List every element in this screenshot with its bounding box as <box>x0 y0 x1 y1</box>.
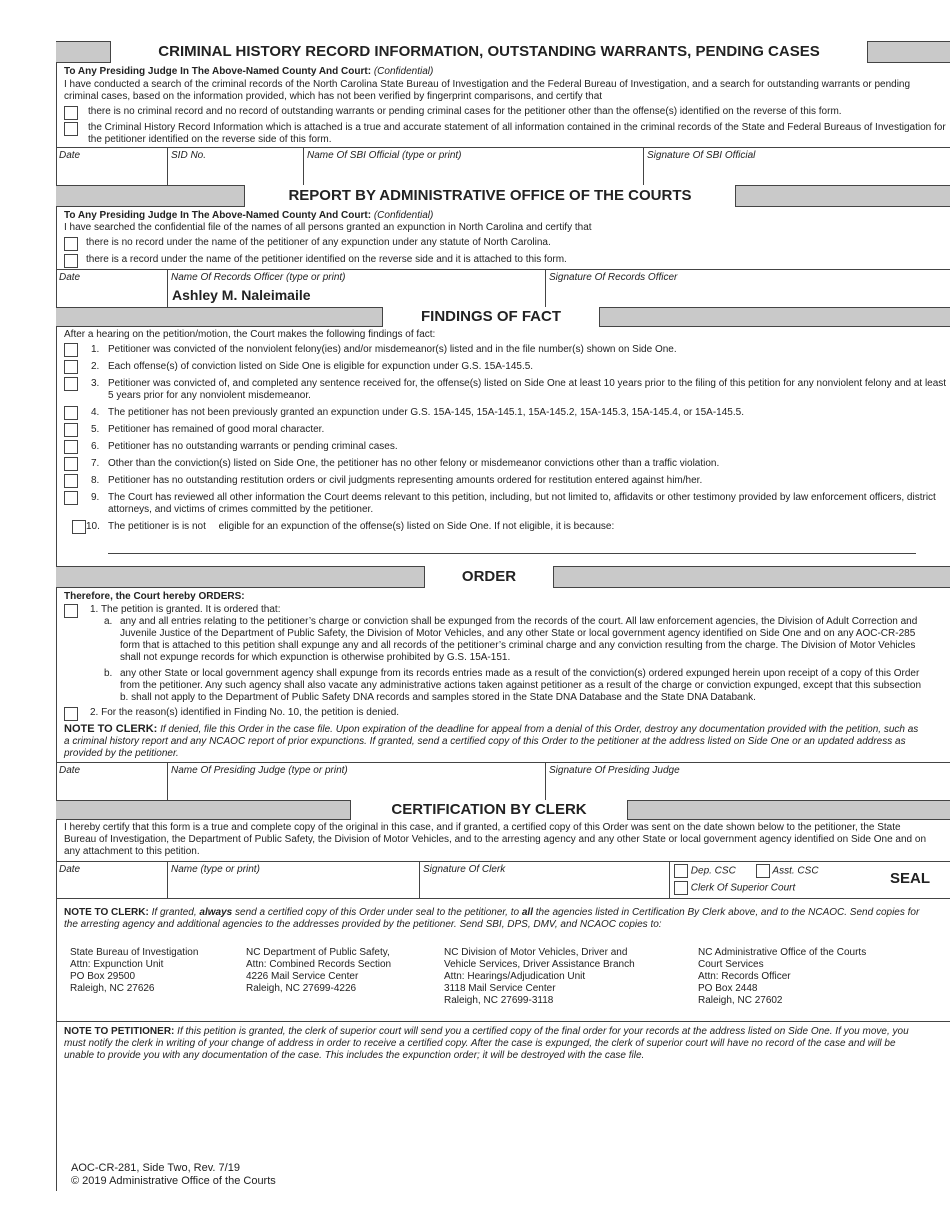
certification-header <box>56 800 950 820</box>
certification-text: I hereby certify that this form is a true and complete copy of the original in this case, and if granted, a certified copy of this Order was sent on the date shown below to the petitioner, the State Bureau of Investigation, the Department of Public Safety, the Division of Motor Vehicles, and to the arresting agency and any other State or local government agency identified on Side One and on any attachment to this petition. <box>64 822 927 857</box>
order-item-1b-label: b. <box>104 668 113 679</box>
order-header <box>56 566 950 588</box>
ch-option-2 <box>56 122 950 146</box>
footer <box>71 1162 276 1188</box>
ch-sid-field[interactable]: SID No. <box>168 148 304 185</box>
ch-option-2-checkbox[interactable] <box>64 122 78 136</box>
order-item-2-text: 2. For the reason(s) identified in Finding No. 10, the petition is denied. <box>90 707 400 718</box>
findings-intro: After a hearing on the petition/motion, the Court makes the following findings of fact: <box>64 329 436 340</box>
finding-4 <box>56 407 950 419</box>
ch-option-1 <box>56 106 950 118</box>
aoc-confidential: (Confidential) <box>373 210 434 221</box>
address-line: Attn: Records Officer <box>698 971 791 982</box>
ch-to-judge: To Any Presiding Judge In The Above-Named County And Court: <box>64 66 372 77</box>
order-signature-row <box>56 762 950 800</box>
address-line: Attn: Hearings/Adjudication Unit <box>444 971 586 982</box>
address-line: NC Administrative Office of the Courts <box>698 947 867 958</box>
aoc-report-section <box>56 207 950 234</box>
finding-10 <box>56 521 950 533</box>
note-clerk-2 <box>56 899 950 931</box>
address-line: State Bureau of Investigation <box>70 947 199 958</box>
finding-text: Petitioner has remained of good moral character. <box>108 424 325 435</box>
finding-10-num: 10. <box>86 521 100 532</box>
judge-name-field[interactable]: Name Of Presiding Judge (type or print) <box>168 763 546 800</box>
finding-5 <box>56 424 950 436</box>
finding-10-isnot: is not <box>181 521 206 532</box>
order-item-1a-text: any and all entries relating to the petitioner’s charge or conviction shall be expunged from the records of the court. All law enforcement agencies, the Division of Adult Correction and Juvenile Justice of the Department of Public Safety, the Division of Motor Vehicles, and any other State or local government agency identified on Side One and on any AOC-CR-285 form that is attached to this petition shall expunge any and all records of the petitioner’s criminal charge and any conviction resulting from the charge. The Division of Motor Vehicles shall not expunge records for which expunction is otherwise prohibited by G.S. 15A-151. <box>120 616 918 663</box>
address-3 <box>444 947 698 1007</box>
finding-10-reason-line[interactable] <box>108 553 916 554</box>
opt-asst-csc-checkbox[interactable] <box>756 864 770 878</box>
order-note-clerk <box>56 719 950 760</box>
finding-num: 3. <box>91 378 100 389</box>
clerk-name-field[interactable]: Name (type or print) <box>168 862 420 898</box>
order-note-text: If denied, file this Order in the case file. Upon expiration of the deadline for appeal from a denial of this Order, destroy any documentation provided with the petition, such as a criminal history report and any NCAOC report of prior expunctions. If granted, send a certified copy of this Order to the petitioner at the address listed on Side One or an updated address as provided by the petitioner. <box>64 724 919 759</box>
order-item-1b-text: any other State or local government agency shall expunge from its records entries made as a result of the conviction(s) ordered expunged herein upon receipt of a copy of this Order from the petitioner. Any such agency shall also vacate any administrative actions taken against petitioner as a result of the charge or conviction expunged, except that this subsection b. shall not apply to the Department of Public Safety DNA records and samples stored in the State DNA Database and the State DNA Databank. <box>120 668 922 703</box>
note-clerk-2-label: NOTE TO CLERK: <box>64 907 149 918</box>
order-date-field[interactable]: Date <box>56 763 168 800</box>
ch-option-1-checkbox[interactable] <box>64 106 78 120</box>
aoc-officer-name-field[interactable] <box>168 270 546 307</box>
aoc-officer-signature-field[interactable]: Signature Of Records Officer <box>549 272 678 283</box>
aoc-option-2 <box>56 254 950 266</box>
note-clerk-2-all: all <box>521 907 533 918</box>
address-block <box>56 947 950 1007</box>
aoc-officer-name-value: Ashley M. Naleimaile <box>172 287 311 303</box>
ch-option-1-text: there is no criminal record and no record of outstanding warrants or pending criminal cases for the petitioner other than the offense(s) identified on the reverse of this form. <box>88 106 842 117</box>
note-petitioner <box>56 1022 950 1062</box>
judge-signature-field[interactable]: Signature Of Presiding Judge <box>549 765 680 776</box>
finding-1 <box>56 344 950 356</box>
aoc-option-1-checkbox[interactable] <box>64 237 78 251</box>
note-clerk-2-always: always <box>199 907 233 918</box>
order-item-2-checkbox[interactable] <box>64 707 78 721</box>
finding-num: 1. <box>91 344 100 355</box>
clerk-title-options <box>670 862 950 898</box>
note-clerk-2-t3: the agencies listed in Certification By Clerk above, and to the NCAOC. Send copies for the arresting agency and additional agencies to the addresses provided by the petitioner. Send SBI, DPS, DMV, and NCAOC copies to: <box>64 907 920 930</box>
ch-date-field[interactable]: Date <box>56 148 168 185</box>
finding-checkbox[interactable] <box>64 457 78 471</box>
form <box>56 41 950 1062</box>
cert-date-field[interactable]: Date <box>56 862 168 898</box>
finding-checkbox[interactable] <box>64 377 78 391</box>
finding-text: Petitioner was convicted of the nonviolent felony(ies) and/or misdemeanor(s) listed and in the file number(s) shown on Side One. <box>108 344 677 355</box>
order-item-2 <box>56 707 950 719</box>
ch-signature-row <box>56 147 950 185</box>
finding-checkbox[interactable] <box>64 423 78 437</box>
note-petitioner-label: NOTE TO PETITIONER: <box>64 1026 175 1037</box>
seal-label: SEAL <box>889 870 930 887</box>
findings-title: FINDINGS OF FACT <box>382 307 600 327</box>
findings-list <box>56 344 950 516</box>
finding-num: 5. <box>91 424 100 435</box>
aoc-date-field[interactable]: Date <box>56 270 168 307</box>
ch-sbi-name-field[interactable]: Name Of SBI Official (type or print) <box>304 148 644 185</box>
ch-intro: I have conducted a search of the criminal records of the North Carolina State Bureau of Investigation and the Federal Bureau of Investigation, and a search for outstanding warrants or pending criminal cases, based on the information provided, which has not been verified by fingerprint comparisons, and certify that <box>64 79 911 102</box>
address-line: PO Box 2448 <box>698 983 758 994</box>
criminal-history-header <box>56 41 950 63</box>
finding-2 <box>56 361 950 373</box>
aoc-signature-row <box>56 269 950 307</box>
opt-clerk-checkbox[interactable] <box>674 881 688 895</box>
address-line: Court Services <box>698 959 764 970</box>
order-therefore: Therefore, the Court hereby ORDERS: <box>64 591 245 602</box>
order-item-1 <box>56 604 950 616</box>
address-line: 4226 Mail Service Center <box>246 971 359 982</box>
aoc-intro: I have searched the confidential file of the names of all persons granted an expunction in North Carolina and certify that <box>64 222 592 233</box>
order-item-1a <box>56 616 950 664</box>
address-line: NC Division of Motor Vehicles, Driver and <box>444 947 628 958</box>
certification-signature-row <box>56 861 950 899</box>
opt-dep-csc-checkbox[interactable] <box>674 864 688 878</box>
finding-9 <box>56 492 950 516</box>
order-note-label: NOTE TO CLERK: <box>64 723 158 735</box>
finding-10-isnot-checkbox[interactable] <box>72 520 86 534</box>
finding-7 <box>56 458 950 470</box>
finding-num: 8. <box>91 475 100 486</box>
address-line: Raleigh, NC 27699-3118 <box>444 995 554 1006</box>
criminal-history-section <box>56 63 950 103</box>
ch-sbi-signature-field[interactable]: Signature Of SBI Official <box>647 150 756 161</box>
aoc-report-title: REPORT BY ADMINISTRATIVE OFFICE OF THE COURTS <box>244 185 736 207</box>
finding-text: The petitioner has not been previously granted an expunction under G.S. 15A-145, 15A-145.1, 15A-145.2, 15A-145.3, 15A-145.4, or 15A-145.5. <box>108 407 744 418</box>
address-line: Raleigh, NC 27699-4226 <box>246 983 357 994</box>
finding-checkbox[interactable] <box>64 440 78 454</box>
finding-8 <box>56 475 950 487</box>
order-item-1a-label: a. <box>104 616 113 627</box>
note-petitioner-text: If this petition is granted, the clerk of superior court will send you a certified copy of the final order for your records at the address listed on Side One. If you move, you must notify the clerk in writing of your change of address in order to receive a certified copy. After the case is expunged, the clerk of superior court will have no record of the case and will be unable to provide you with any documentation of the case. This includes the expunction order; it will be destroyed with the case file. <box>64 1026 909 1061</box>
footer-form-id: AOC-CR-281, Side Two, Rev. 7/19 <box>71 1162 240 1174</box>
finding-text: Petitioner has no outstanding warrants or pending criminal cases. <box>108 441 398 452</box>
ch-confidential: (Confidential) <box>373 66 434 77</box>
opt-clerk-label: Clerk Of Superior Court <box>690 882 796 894</box>
finding-10-lead: The petitioner <box>108 521 170 532</box>
aoc-option-1-text: there is no record under the name of the petitioner of any expunction under any statute of North Carolina. <box>86 237 551 248</box>
opt-dep-csc-label: Dep. CSC <box>690 865 736 877</box>
finding-checkbox[interactable] <box>64 343 78 357</box>
order-section <box>56 588 950 603</box>
address-line: NC Department of Public Safety, <box>246 947 390 958</box>
finding-checkbox[interactable] <box>64 360 78 374</box>
finding-checkbox[interactable] <box>64 406 78 420</box>
order-title: ORDER <box>424 566 554 588</box>
aoc-officer-name-label: Name Of Records Officer (type or print) <box>171 272 346 283</box>
finding-num: 2. <box>91 361 100 372</box>
finding-checkbox[interactable] <box>64 491 78 505</box>
address-line: Raleigh, NC 27602 <box>698 995 783 1006</box>
note-clerk-2-t2: send a certified copy of this Order under seal to the petitioner, to <box>235 907 520 918</box>
finding-text: Other than the conviction(s) listed on Side One, the petitioner has no other felony or misdemeanor convictions other than a traffic violation. <box>108 458 720 469</box>
address-line: PO Box 29500 <box>70 971 136 982</box>
finding-num: 6. <box>91 441 100 452</box>
address-line: Attn: Combined Records Section <box>246 959 392 970</box>
opt-dep-csc <box>674 864 736 878</box>
finding-10-is: is <box>171 521 180 532</box>
finding-10-text: eligible for an expunction of the offense(s) listed on Side One. If not eligible, it is because: <box>218 521 615 532</box>
finding-num: 4. <box>91 407 100 418</box>
opt-asst-csc-label: Asst. CSC <box>772 865 819 877</box>
finding-6 <box>56 441 950 453</box>
order-item-1b <box>56 668 950 704</box>
address-2 <box>246 947 444 1007</box>
aoc-option-2-checkbox[interactable] <box>64 254 78 268</box>
order-item-1-text: 1. The petition is granted. It is ordered that: <box>90 604 281 615</box>
aoc-to-judge: To Any Presiding Judge In The Above-Named County And Court: <box>64 210 372 221</box>
findings-header <box>56 307 950 327</box>
address-4 <box>698 947 898 1007</box>
ch-option-2-text: the Criminal History Record Information which is attached is a true and accurate statement of all information contained in the criminal records of the State and Federal Bureaus of Investigation for the petitioner identified on the reverse side of this form. <box>88 122 946 145</box>
aoc-option-1 <box>56 237 950 249</box>
address-line: Raleigh, NC 27626 <box>70 983 155 994</box>
finding-num: 7. <box>91 458 100 469</box>
finding-text: The Court has reviewed all other information the Court deems relevant to this petition, including, but not limited to, affidavits or other testimony provided by law enforcement officers, district attorneys, and victims of crimes committed by the petitioner. <box>108 492 936 515</box>
aoc-report-header <box>56 185 950 207</box>
finding-text: Petitioner has no outstanding restitution orders or civil judgments representing amounts ordered for restitution entered against him/her. <box>108 475 703 486</box>
criminal-history-title: CRIMINAL HISTORY RECORD INFORMATION, OUTSTANDING WARRANTS, PENDING CASES <box>110 41 868 63</box>
address-1 <box>70 947 246 1007</box>
note-clerk-2-t1: If granted, <box>151 907 197 918</box>
address-line: Attn: Expunction Unit <box>70 959 164 970</box>
footer-copyright: © 2019 Administrative Office of the Courts <box>71 1175 276 1187</box>
finding-text: Petitioner was convicted of, and completed any sentence received for, the offense(s) listed on Side One at least 10 years prior to the filing of this petition for any nonviolent felony and at least 5 years prior for any nonviolent misdemeanor. <box>108 378 947 401</box>
opt-clerk <box>674 881 795 895</box>
finding-3 <box>56 378 950 402</box>
finding-num: 9. <box>91 492 100 503</box>
finding-checkbox[interactable] <box>64 474 78 488</box>
address-line: 3118 Mail Service Center <box>444 983 556 994</box>
clerk-signature-field[interactable]: Signature Of Clerk <box>420 862 670 898</box>
finding-text: Each offense(s) of conviction listed on Side One is eligible for expunction under G.S. 15A-145.5. <box>108 361 534 372</box>
aoc-option-2-text: there is a record under the name of the petitioner identified on the reverse side and it is attached to this form. <box>86 254 567 265</box>
certification-title: CERTIFICATION BY CLERK <box>350 800 628 820</box>
opt-asst-csc <box>756 864 819 878</box>
address-line: Vehicle Services, Driver Assistance Branch <box>444 959 635 970</box>
